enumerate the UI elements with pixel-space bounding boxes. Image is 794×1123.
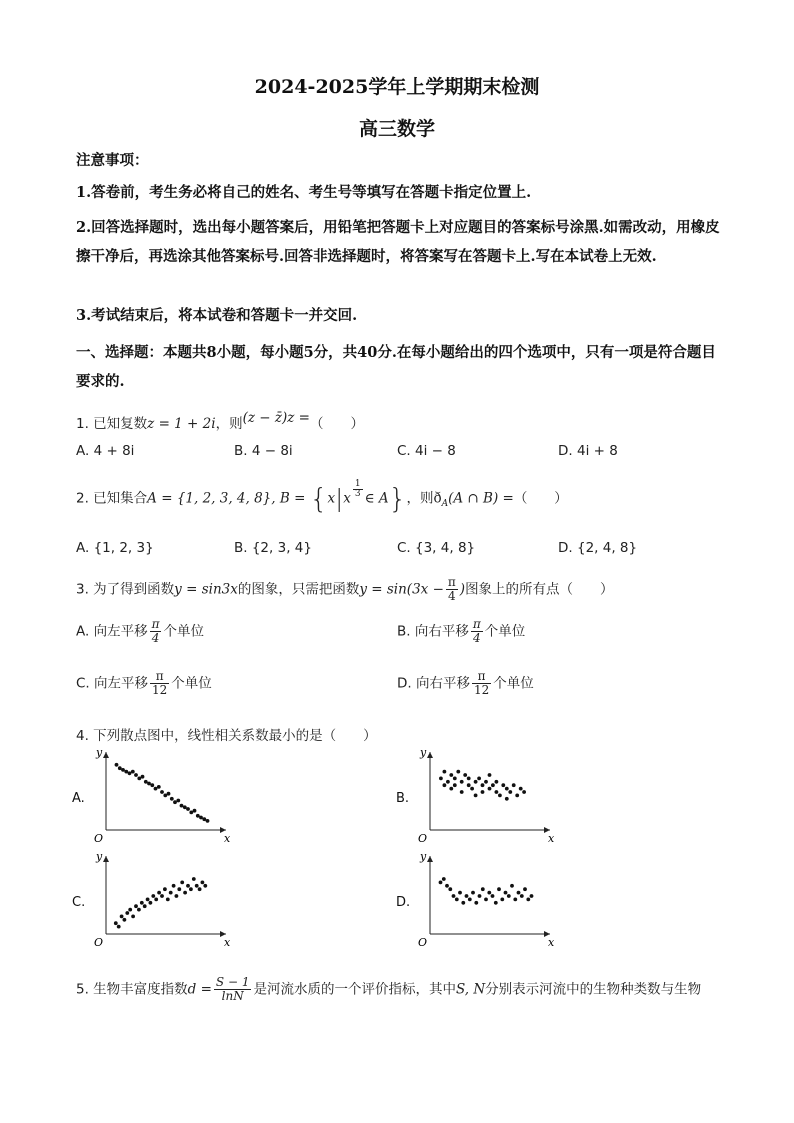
q1-expr: z = 1 + 2i	[147, 416, 216, 432]
q2-set-b-in: ∈ A	[364, 490, 389, 507]
q1-expr2: (z − z̄)z =	[242, 410, 310, 426]
scatter-point	[150, 783, 154, 787]
scatter-point	[508, 790, 512, 794]
scatter-point	[183, 805, 187, 809]
y-axis-arrow-icon	[103, 856, 109, 862]
q1-option-d[interactable]: D. 4i + 8	[558, 443, 618, 459]
scatter-point	[124, 770, 128, 774]
q5-tail: 是河流水质的一个评价指标，其中	[253, 981, 456, 998]
scatter-point	[172, 884, 176, 888]
scatter-point	[147, 782, 151, 786]
scatter-point	[471, 891, 475, 895]
scatter-point	[173, 800, 177, 804]
notes-heading: 注意事项：	[76, 152, 149, 169]
scatter-point	[467, 783, 471, 787]
scatter-point	[123, 918, 127, 922]
y-axis-label: y	[420, 850, 427, 863]
scatter-point	[120, 915, 124, 919]
scatter-point	[154, 898, 158, 902]
scatter-point	[474, 901, 478, 905]
q1-option-b[interactable]: B. 4 − 8i	[234, 443, 293, 459]
question-4: 4. 下列散点图中，线性相关系数最小的是（ ）	[76, 728, 377, 744]
scatter-point	[453, 783, 457, 787]
q5-vars: S, N	[455, 981, 486, 998]
q2-option-c[interactable]: C. {3, 4, 8}	[397, 540, 476, 556]
scatter-point	[199, 816, 203, 820]
scatter-point	[468, 898, 472, 902]
scatter-point	[163, 794, 167, 798]
scatter-point	[157, 891, 161, 895]
q3-prefix: 3. 为了得到函数	[76, 581, 175, 598]
q5-tail2: 分别表示河流中的生物种类数与生物	[485, 981, 702, 998]
section-heading: 一、选择题：本题共8小题，每小题5分，共40分.在每小题给出的四个选项中，只有一项是符合题目要求的.	[76, 344, 716, 390]
scatter-point	[520, 894, 524, 898]
scatter-plot-c	[92, 850, 231, 949]
scatter-point	[189, 887, 193, 891]
scatter-point	[167, 792, 171, 796]
scatter-point	[146, 898, 150, 902]
q3-f1: y = sin3x	[174, 581, 238, 598]
set-bar-icon: |	[335, 484, 344, 513]
note-item-3: 3.考试结束后，将本试卷和答题卡一并交回.	[76, 307, 358, 324]
scatter-point	[137, 908, 141, 912]
scatter-point	[140, 901, 144, 905]
scatter-point	[501, 783, 505, 787]
question-5	[76, 976, 701, 1003]
y-axis-label: y	[96, 850, 103, 863]
question-1	[76, 412, 364, 432]
scatter-point	[117, 925, 121, 929]
scatter-point	[494, 901, 498, 905]
scatter-plot-d	[416, 850, 555, 949]
q2-exponent: $\frac{1}{3}$	[354, 479, 361, 499]
scatter-point	[467, 777, 471, 781]
scatter-point	[206, 819, 210, 823]
scatter-point	[453, 777, 457, 781]
scatter-point	[160, 894, 164, 898]
scatter-point	[189, 811, 193, 815]
q2-option-b[interactable]: B. {2, 3, 4}	[234, 540, 312, 556]
scatter-point	[488, 787, 492, 791]
scatter-point	[202, 817, 206, 821]
q2-set-b-left: , B =	[271, 490, 306, 507]
y-axis-label: y	[96, 746, 103, 759]
q1-prefix: 1. 已知复数	[76, 416, 148, 432]
scatter-point	[170, 797, 174, 801]
scatter-point	[131, 770, 135, 774]
q2-set-b-var: x	[327, 490, 336, 507]
scatter-point	[196, 814, 200, 818]
q2-mid: ，则	[406, 490, 434, 507]
left-brace-icon: {	[309, 482, 328, 515]
scatter-point	[114, 921, 118, 925]
scatter-point	[446, 780, 450, 784]
y-axis-arrow-icon	[427, 856, 433, 862]
question-3	[76, 576, 614, 603]
scatter-point	[477, 777, 481, 781]
q5-frac: $\frac{S - 1}{\ln N}$	[215, 975, 250, 1003]
scatter-point	[522, 790, 526, 794]
q3-f2-head: y = sin(3x −	[359, 581, 444, 598]
scatter-point	[198, 887, 202, 891]
scatter-point	[183, 891, 187, 895]
scatter-point	[157, 785, 161, 789]
q1-option-c[interactable]: C. 4i − 8	[397, 443, 456, 459]
scatter-point	[500, 898, 504, 902]
scatter-point	[478, 894, 482, 898]
scatter-point	[481, 783, 485, 787]
right-brace-icon: }	[388, 482, 407, 515]
scatter-point	[491, 894, 495, 898]
scatter-point	[186, 884, 190, 888]
scatter-point	[481, 790, 485, 794]
scatter-point	[177, 887, 181, 891]
scatter-point	[498, 794, 502, 798]
scatter-point	[460, 790, 464, 794]
scatter-point	[452, 894, 456, 898]
q1-paren: （ ）	[309, 416, 364, 432]
q3-f2-frac: $\frac{\pi}{4}$	[447, 575, 456, 603]
scatter-point	[169, 891, 173, 895]
q2-option-d[interactable]: D. {2, 4, 8}	[558, 540, 638, 556]
y-axis-arrow-icon	[103, 752, 109, 758]
scatter-point	[461, 901, 465, 905]
scatter-point	[160, 790, 164, 794]
scatter-point	[180, 881, 184, 885]
scatter-point	[201, 881, 205, 885]
scatter-point	[456, 770, 460, 774]
scatter-point	[154, 787, 158, 791]
scatter-point	[448, 887, 452, 891]
q2-set-b-cond: x	[343, 490, 351, 507]
q3-option-b[interactable]: B. 向右平移 $\frac{\pi}{4}$ 个单位	[397, 617, 526, 645]
scatter-point	[443, 783, 447, 787]
scatter-point	[439, 777, 443, 781]
scatter-point	[195, 884, 199, 888]
scatter-point	[192, 877, 196, 881]
scatter-point	[460, 780, 464, 784]
scatter-point	[470, 787, 474, 791]
scatter-point	[137, 777, 141, 781]
q3-option-d[interactable]: D. 向右平移 $\frac{\pi}{12}$ 个单位	[397, 669, 534, 697]
scatter-point	[504, 891, 508, 895]
scatter-point	[507, 894, 511, 898]
q2-prefix: 2. 已知集合	[76, 490, 148, 507]
scatter-point	[141, 775, 145, 779]
scatter-point	[495, 790, 499, 794]
scatter-point	[121, 768, 125, 772]
q4-label-b[interactable]: B.	[396, 791, 410, 806]
scatter-point	[143, 904, 147, 908]
scatter-point	[176, 799, 180, 803]
scatter-point	[134, 904, 138, 908]
q4-label-c[interactable]: C.	[72, 895, 86, 910]
scatter-point	[149, 901, 153, 905]
scatter-point	[474, 780, 478, 784]
scatter-point	[128, 771, 132, 775]
scatter-point	[203, 884, 207, 888]
note-item-1: 1.答卷前，考生务必将自己的姓名、考生号等填写在答题卡指定位置上.	[76, 184, 532, 201]
q2-set-a: A = {1, 2, 3, 4, 8}	[147, 490, 272, 507]
scatter-point	[481, 887, 485, 891]
scatter-point	[487, 891, 491, 895]
scatter-point	[445, 884, 449, 888]
q2-option-a[interactable]: A. {1, 2, 3}	[76, 540, 154, 556]
scatter-point	[455, 898, 459, 902]
exam-title: 2024-2025学年上学期期末检测	[254, 76, 540, 98]
origin-label: O	[94, 832, 104, 845]
scatter-point	[495, 780, 499, 784]
q2-complement-sub: A	[441, 499, 449, 510]
scatter-point	[530, 894, 534, 898]
q5-prefix: 5. 生物丰富度指数	[76, 981, 188, 998]
q2-paren: （ ）	[513, 490, 568, 507]
q3-f2-tail: )	[459, 581, 466, 598]
scatter-point	[488, 773, 492, 777]
scatter-point	[166, 898, 170, 902]
y-axis-label: y	[420, 746, 427, 759]
scatter-point	[125, 911, 129, 915]
question-2	[76, 479, 568, 515]
scatter-point	[515, 794, 519, 798]
q2-expr-tail: (A ∩ B) =	[448, 490, 514, 507]
scatter-plot-a	[92, 746, 231, 845]
scatter-plot-b	[416, 746, 555, 845]
q5-d: d =	[187, 981, 212, 998]
scatter-point	[175, 894, 179, 898]
q3-mid: 的图象，只需把函数	[237, 581, 360, 598]
y-axis-arrow-icon	[427, 752, 433, 758]
scatter-point	[443, 770, 447, 774]
scatter-point	[118, 766, 122, 770]
scatter-point	[491, 783, 495, 787]
scatter-point	[523, 887, 527, 891]
scatter-point	[512, 783, 516, 787]
scatter-point	[163, 887, 167, 891]
scatter-point	[449, 787, 453, 791]
origin-label: O	[94, 936, 104, 949]
x-axis-label: x	[548, 936, 555, 949]
q3-suffix: 图象上的所有点（ ）	[465, 581, 614, 598]
scatter-point	[497, 887, 501, 891]
scatter-point	[128, 908, 132, 912]
origin-label: O	[418, 832, 428, 845]
origin-label: O	[418, 936, 428, 949]
note-item-2: 2.回答选择题时，选出每小题答案后，用铅笔把答题卡上对应题目的答案标号涂黑.如需改动，用橡皮擦干净后，再选涂其他答案标号.回答非选择题时，将答案写在答题卡上.写在本试卷上无效.	[76, 219, 720, 265]
scatter-point	[474, 794, 478, 798]
scatter-point	[463, 773, 467, 777]
scatter-point	[180, 804, 184, 808]
x-axis-label: x	[224, 832, 231, 845]
exam-subtitle: 高三数学	[358, 118, 435, 140]
scatter-point	[186, 807, 190, 811]
scatter-point	[151, 894, 155, 898]
scatter-point	[513, 898, 517, 902]
q3-option-a[interactable]: A. 向左平移 $\frac{\pi}{4}$ 个单位	[76, 617, 204, 645]
scatter-point	[519, 787, 523, 791]
scatter-point	[131, 915, 135, 919]
q1-option-a[interactable]: A. 4 + 8i	[76, 443, 135, 459]
x-axis-label: x	[224, 936, 231, 949]
scatter-point	[439, 881, 443, 885]
x-axis-label: x	[548, 832, 555, 845]
scatter-point	[510, 884, 514, 888]
q4-label-d[interactable]: D.	[396, 895, 411, 910]
scatter-point	[458, 891, 462, 895]
q4-label-a[interactable]: A.	[72, 791, 85, 806]
q3-option-c[interactable]: C. 向左平移 $\frac{\pi}{12}$ 个单位	[76, 669, 212, 697]
scatter-point	[193, 809, 197, 813]
q1-mid: ，则	[215, 416, 243, 432]
scatter-point	[505, 797, 509, 801]
scatter-point	[144, 780, 148, 784]
scatter-point	[442, 877, 446, 881]
scatter-point	[505, 787, 509, 791]
scatter-point	[484, 898, 488, 902]
scatter-point	[115, 763, 119, 767]
scatter-point	[517, 891, 521, 895]
scatter-point	[449, 773, 453, 777]
q2-complement: ð	[433, 490, 442, 507]
scatter-point	[526, 898, 530, 902]
scatter-point	[484, 780, 488, 784]
scatter-point	[465, 894, 469, 898]
scatter-point	[134, 773, 138, 777]
